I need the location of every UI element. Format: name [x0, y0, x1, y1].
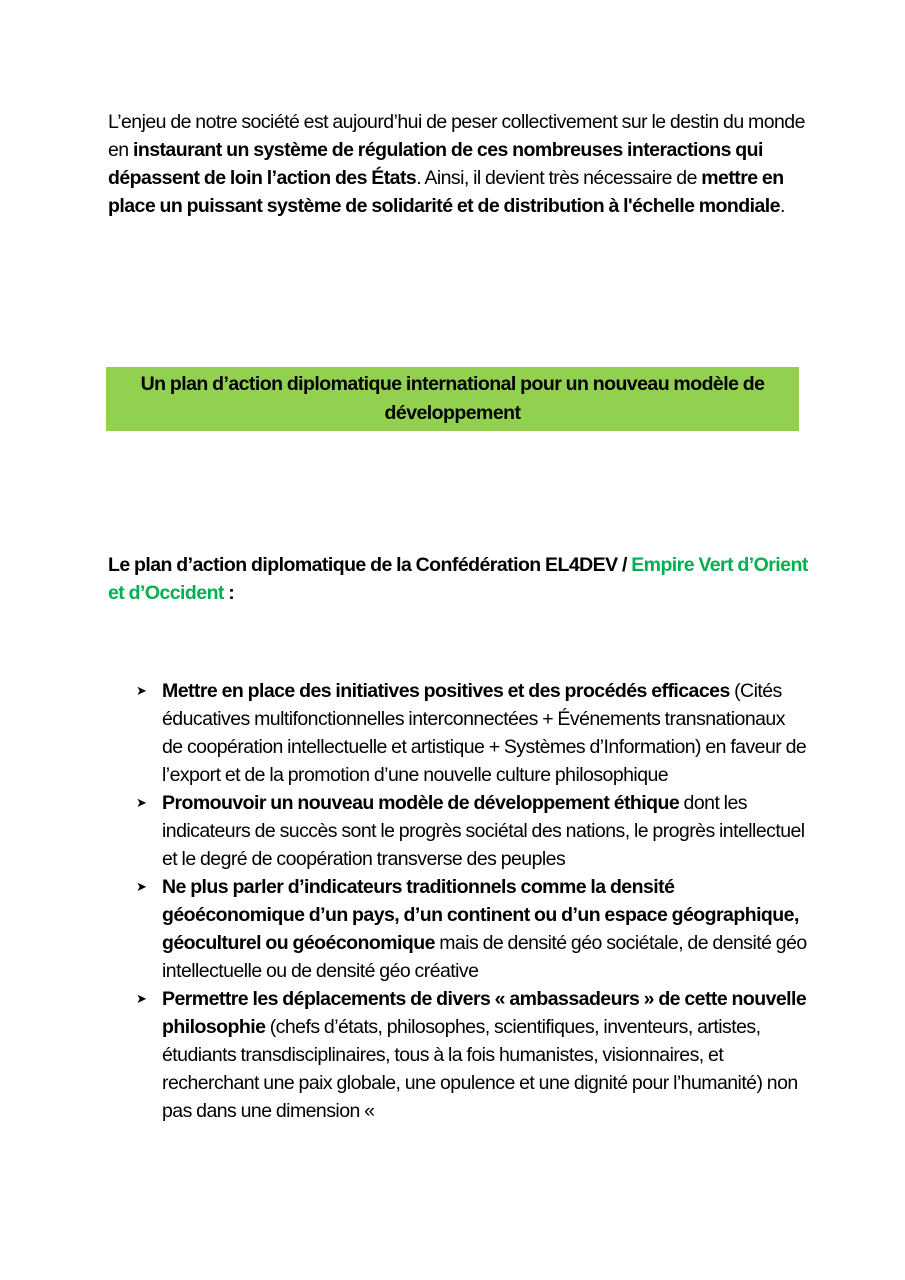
arrowhead-bullet-icon: ➤	[136, 795, 147, 810]
intro-paragraph	[108, 108, 808, 220]
intro-text-3: .	[779, 195, 785, 217]
list-item-bold: Promouvoir un nouveau modèle de développement éthique	[162, 792, 680, 814]
list-item	[108, 789, 808, 873]
list-item-bold: Ne plus parler d’indicateurs traditionnels comme la densité géoéconomique d’un pays, d’un continent ou d’un espace géographique, géoculturel ou géoéconomique	[162, 876, 799, 954]
plan-title-suffix: :	[223, 582, 235, 604]
intro-bold-1: instaurant un système de régulation de ces nombreuses interactions qui dépassent de loin l’action des États	[108, 139, 763, 189]
intro-text-1: L’enjeu de notre société est aujourd’hui de peser collectivement sur le destin du monde en	[108, 111, 805, 161]
section-heading	[106, 367, 799, 431]
list-item	[108, 873, 808, 985]
arrowhead-bullet-icon: ➤	[136, 683, 147, 698]
plan-title-highlight: Empire Vert d’Orient et d’Occident	[108, 554, 808, 604]
arrowhead-bullet-icon: ➤	[136, 879, 147, 894]
section-heading-text: Un plan d’action diplomatique international pour un nouveau modèle de développement	[140, 373, 765, 424]
list-item-bold: Mettre en place des initiatives positives et des procédés efficaces	[162, 680, 730, 702]
intro-text-2: . Ainsi, il devient très nécessaire de	[416, 167, 702, 189]
list-item-text: dont les indicateurs de succès sont le progrès sociétal des nations, le progrès intellectuel et le degré de coopération transverse des peuples	[162, 792, 805, 870]
arrowhead-bullet-icon: ➤	[136, 991, 147, 1006]
bullet-list	[108, 677, 808, 1125]
plan-title-prefix: Le plan d’action diplomatique de la Confédération EL4DEV /	[108, 554, 632, 576]
intro-bold-2: mettre en place un puissant système de solidarité et de distribution à l'échelle mondiale	[108, 167, 784, 217]
list-item-text: (Cités éducatives multifonctionnelles interconnectées + Événements transnationaux de coopération intellectuelle et artistique + Systèmes d’Information) en faveur de l’export et de la promotion d’une nouvelle culture philosophique	[162, 680, 807, 786]
list-item-bold: Permettre les déplacements de divers « ambassadeurs » de cette nouvelle philosophie	[162, 988, 807, 1038]
list-item	[108, 677, 808, 789]
plan-title	[108, 551, 808, 607]
list-item-text: (chefs d’états, philosophes, scientifiques, inventeurs, artistes, étudiants transdisciplinaires, tous à la fois humanistes, visionnaires, et recherchant une paix globale, une opulence et une dignité pour l’humanité) non pas dans une dimension «	[162, 1016, 798, 1122]
list-item-text: mais de densité géo sociétale, de densité géo intellectuelle ou de densité géo créative	[162, 932, 807, 982]
list-item	[108, 985, 808, 1125]
